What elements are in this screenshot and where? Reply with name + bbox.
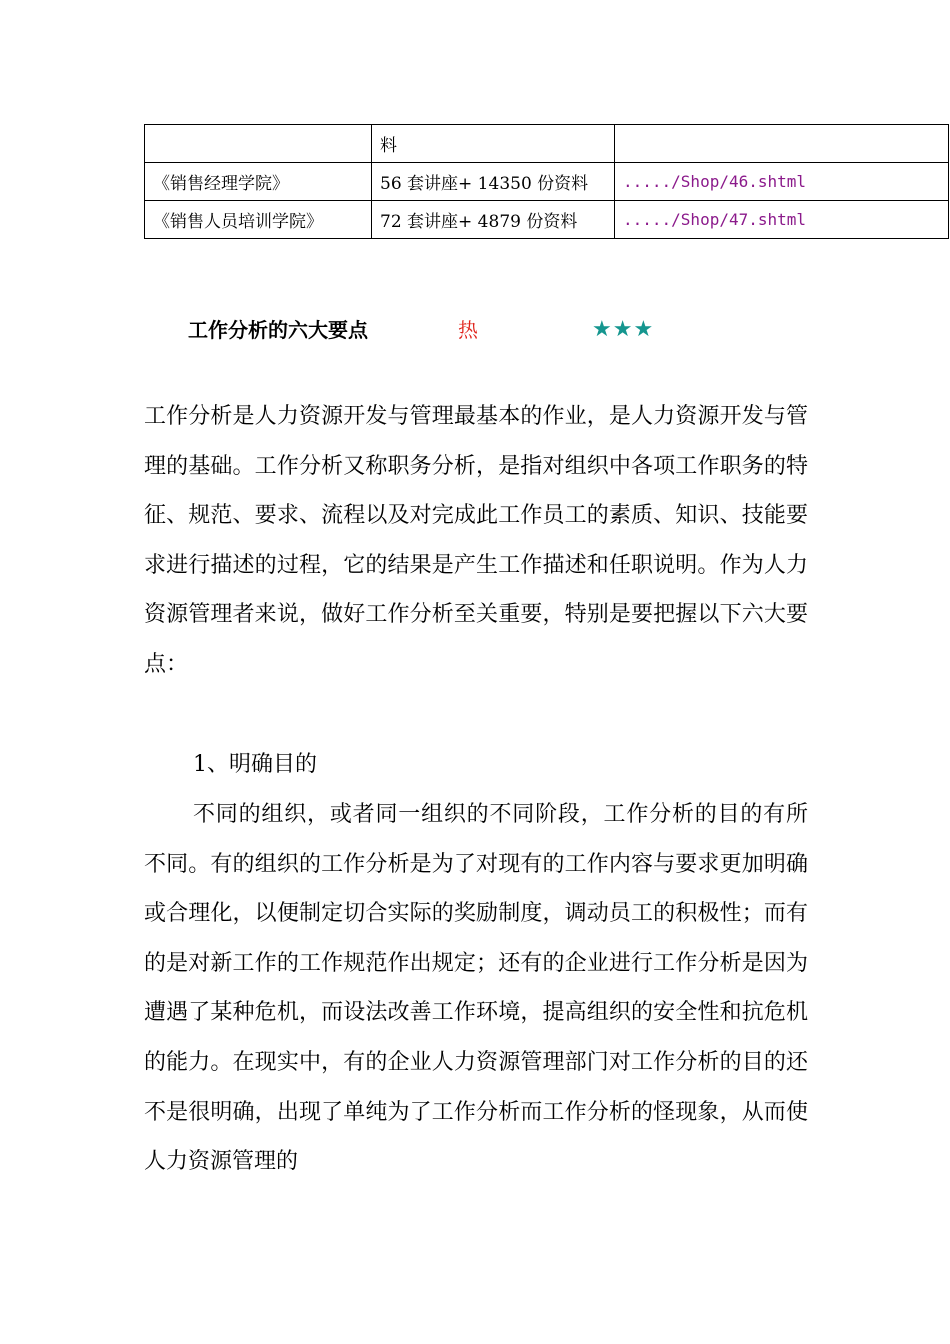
table-cell-link[interactable]: ...../Shop/47.shtml [615,201,949,239]
section-paragraph: 不同的组织，或者同一组织的不同阶段，工作分析的目的有所不同。有的组织的工作分析是为了对现有的工作内容与要求更加明确或合理化，以便制定切合实际的奖励制度，调动员工的积极性；而有的是对新工作的工作规范作出规定；还有的企业进行工作分析是因为遭遇了某种危机，而设法改善工作环境，提高组织的安全性和抗危机的能力。在现实中，有的企业人力资源管理部门对工作分析的目的还不是很明确，出现了单纯为了工作分析而工作分析的怪现象，从而使人力资源管理的 [144,802,808,1175]
rating-stars-icon: ★★★ [592,317,655,342]
article-title: 工作分析的六大要点 [188,318,368,342]
section-heading: 1、明确目的 [193,752,317,777]
hot-badge: 热 [458,318,478,342]
intro-paragraph: 工作分析是人力资源开发与管理最基本的作业，是人力资源开发与管理的基础。工作分析又称职务分析，是指对组织中各项工作职务的特征、规范、要求、流程以及对完成此工作员工的素质、知识、技能要求进行描述的过程，它的结果是产生工作描述和任职说明。作为人力资源管理者来说，做好工作分析至关重要，特别是要把握以下六大要点： [144,404,808,677]
table-cell-content: 72 套讲座+ 4879 份资料 [372,201,615,239]
resource-table [144,124,949,239]
table-cell-name: 《销售经理学院》 [145,163,372,201]
table-row [145,125,949,163]
table-cell-content: 56 套讲座+ 14350 份资料 [372,163,615,201]
table-cell-link[interactable]: ...../Shop/46.shtml [615,163,949,201]
table-cell-name: 《销售人员培训学院》 [145,201,372,239]
table-cell-link[interactable] [615,125,949,163]
table-cell-name [145,125,372,163]
table-cell-content: 料 [372,125,615,163]
table-row [145,201,949,239]
table-row [145,163,949,201]
